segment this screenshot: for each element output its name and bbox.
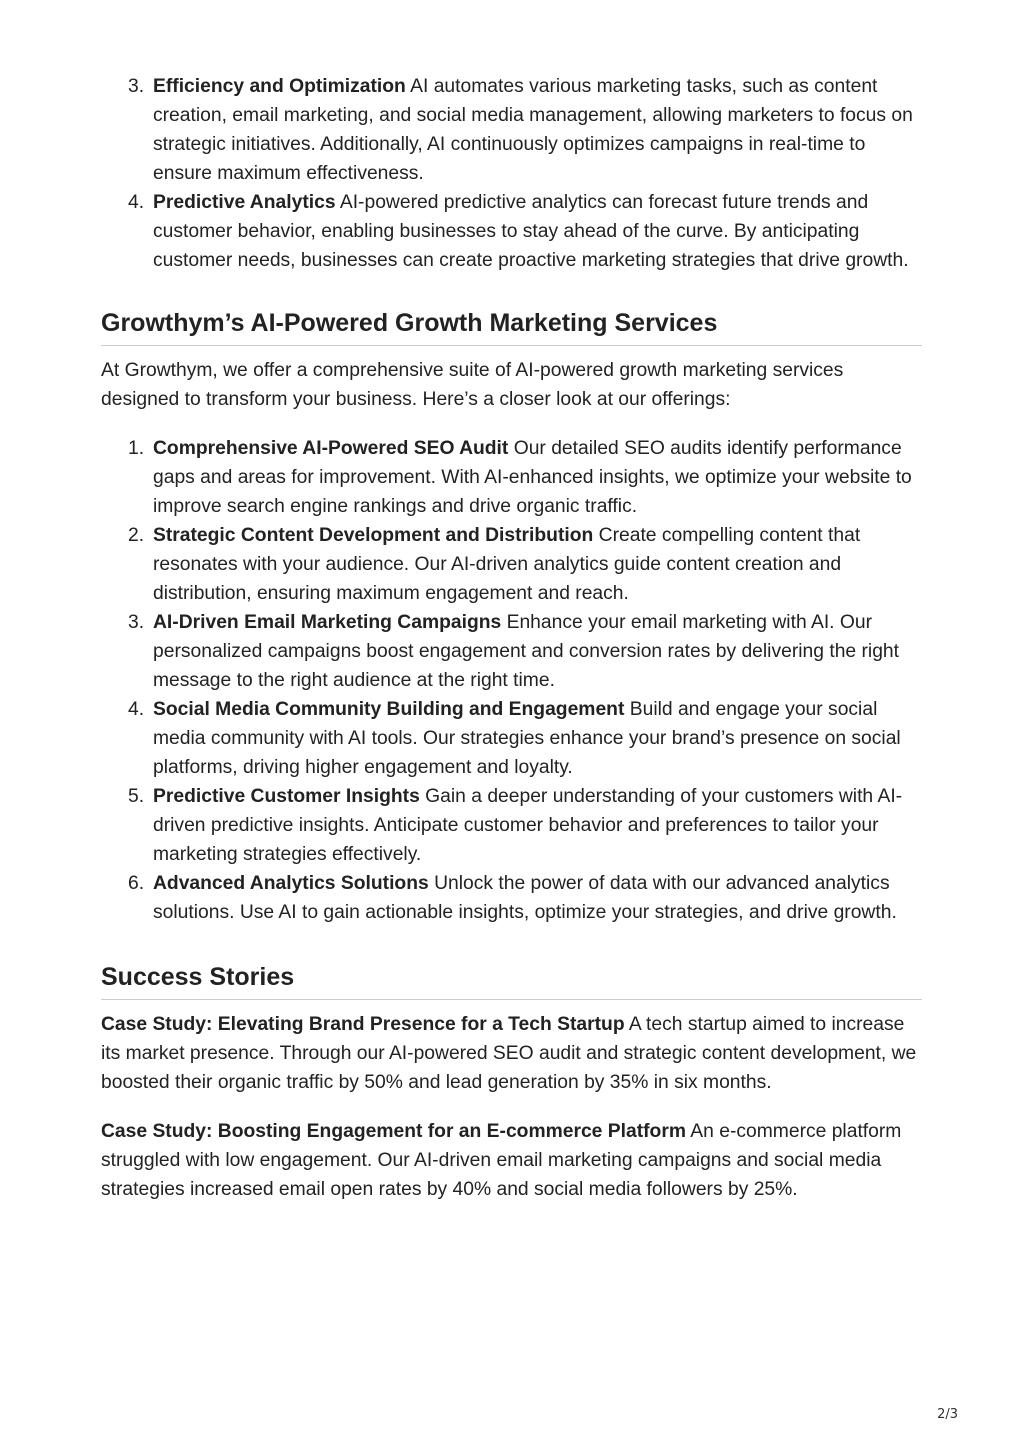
list-item-title: Comprehensive AI-Powered SEO Audit bbox=[153, 438, 509, 459]
services-list bbox=[101, 434, 922, 927]
list-item-text: Create compelling content that resonates with your audience. Our AI-driven analytics guide content creation and distribution, ensuring maximum engagement and reach. bbox=[153, 525, 861, 604]
list-number: 4. bbox=[128, 192, 145, 213]
list-item-title: Advanced Analytics Solutions bbox=[153, 873, 429, 894]
list-item-text: AI-powered predictive analytics can forecast future trends and customer behavior, enabling businesses to stay ahead of the curve. By anticipating customer needs, businesses can create proactive marketing strategies that drive growth. bbox=[153, 192, 909, 271]
document-page bbox=[101, 72, 922, 1204]
list-number: 4. bbox=[128, 699, 145, 720]
list-item bbox=[101, 188, 922, 275]
case-study bbox=[101, 1117, 922, 1204]
case-study bbox=[101, 1010, 922, 1097]
list-number: 1. bbox=[128, 438, 145, 459]
list-item-text: Gain a deeper understanding of your customers with AI-driven predictive insights. Anticipate customer behavior and preferences to tailor your marketing strategies effectively. bbox=[153, 786, 903, 865]
case-study-title: Case Study: Boosting Engagement for an E-commerce Platform bbox=[101, 1121, 686, 1142]
list-item bbox=[101, 608, 922, 695]
list-item-text: Unlock the power of data with our advanced analytics solutions. Use AI to gain actionable insights, optimize your strategies, and drive growth. bbox=[153, 873, 897, 923]
list-item-text: AI automates various marketing tasks, such as content creation, email marketing, and social media management, allowing marketers to focus on strategic initiatives. Additionally, AI continuously optimizes campaigns in real-time to ensure maximum effectiveness. bbox=[153, 76, 913, 184]
list-item-title: Social Media Community Building and Engagement bbox=[153, 699, 625, 720]
list-item-title: Strategic Content Development and Distribution bbox=[153, 525, 594, 546]
list-item bbox=[101, 72, 922, 188]
list-number: 3. bbox=[128, 612, 145, 633]
list-item-text: Build and engage your social media community with AI tools. Our strategies enhance your brand’s presence on social platforms, driving higher engagement and loyalty. bbox=[153, 699, 901, 778]
case-study-title: Case Study: Elevating Brand Presence for a Tech Startup bbox=[101, 1014, 625, 1035]
list-number: 2. bbox=[128, 525, 145, 546]
list-item-title: AI-Driven Email Marketing Campaigns bbox=[153, 612, 502, 633]
list-item-text: Our detailed SEO audits identify performance gaps and areas for improvement. With AI-enhanced insights, we optimize your website to improve search engine rankings and drive organic traffic. bbox=[153, 438, 912, 517]
case-study-text: An e-commerce platform struggled with low engagement. Our AI-driven email marketing campaigns and social media strategies increased email open rates by 40% and social media followers by 25%. bbox=[101, 1121, 902, 1200]
case-study-text: A tech startup aimed to increase its market presence. Through our AI-powered SEO audit and strategic content development, we boosted their organic traffic by 50% and lead generation by 35% in six months. bbox=[101, 1014, 917, 1093]
list-item-text: Enhance your email marketing with AI. Our personalized campaigns boost engagement and conversion rates by delivering the right message to the right audience at the right time. bbox=[153, 612, 899, 691]
benefits-list bbox=[101, 72, 922, 275]
list-item bbox=[101, 434, 922, 521]
services-heading: Growthym’s AI-Powered Growth Marketing Services bbox=[101, 307, 922, 346]
list-item bbox=[101, 695, 922, 782]
list-item bbox=[101, 869, 922, 927]
success-stories-heading: Success Stories bbox=[101, 961, 922, 1000]
list-item-title: Predictive Customer Insights bbox=[153, 786, 420, 807]
services-intro: At Growthym, we offer a comprehensive suite of AI-powered growth marketing services designed to transform your business. Here’s a closer look at our offerings: bbox=[101, 360, 844, 410]
list-item bbox=[101, 521, 922, 608]
list-item-title: Efficiency and Optimization bbox=[153, 76, 406, 97]
page-number: 2/3 bbox=[937, 1407, 958, 1422]
list-number: 6. bbox=[128, 873, 145, 894]
list-item-title: Predictive Analytics bbox=[153, 192, 336, 213]
list-item bbox=[101, 782, 922, 869]
list-number: 5. bbox=[128, 786, 145, 807]
list-number: 3. bbox=[128, 76, 145, 97]
